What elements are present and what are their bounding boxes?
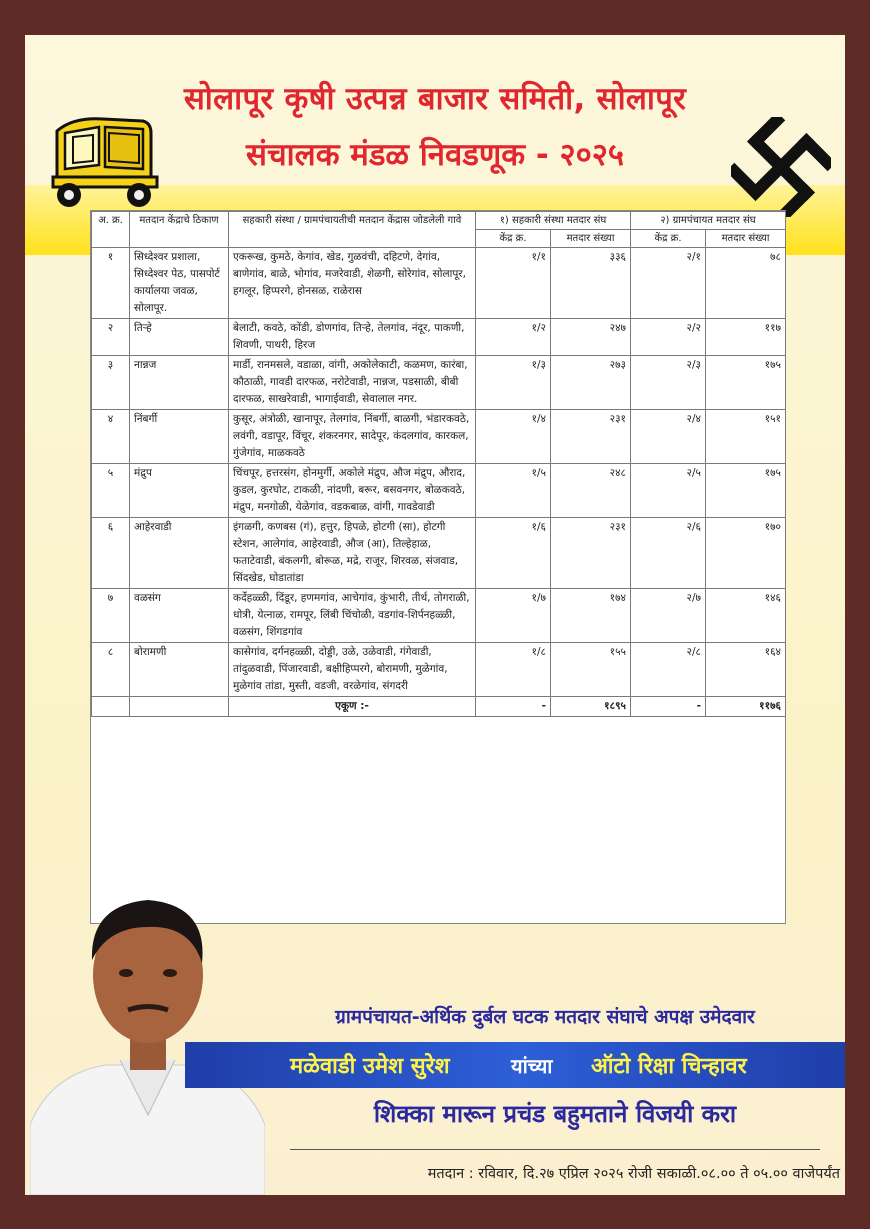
total-voter-count-2: ११७६ xyxy=(706,697,786,717)
table-row xyxy=(92,643,786,697)
header-group-2: २) ग्रामपंचायत मतदार संघ xyxy=(631,212,786,230)
header-center: मतदान केंद्राचे ठिकाण xyxy=(130,212,229,248)
cell-center-no-1: १/२ xyxy=(476,319,551,356)
voting-date-footer: मतदान : रविवार, दि.२७ एप्रिल २०२५ रोजी सकाळी.०८.०० ते ०५.०० वाजेपर्यंत xyxy=(427,1166,840,1182)
cell-voter-count-2: १७५ xyxy=(706,464,786,518)
cell-voter-count-1: २७३ xyxy=(551,356,631,410)
cell-center: निंबर्गी xyxy=(130,410,229,464)
header-center-no-2: केंद्र क्र. xyxy=(631,230,706,248)
cell-center-no-2: २/८ xyxy=(631,643,706,697)
cell-center-no-1: १/७ xyxy=(476,589,551,643)
polling-centers-table xyxy=(90,210,786,924)
total-voter-count-1: १८९५ xyxy=(551,697,631,717)
cell-voter-count-2: १६४ xyxy=(706,643,786,697)
cell-sr: ८ xyxy=(92,643,130,697)
cell-villages: चिंचपूर, हत्तरसंग, होनमुर्गी, अकोले मंद्रुप, औज मंद्रुप, औराद, कुडल, कुरघोट, टाकळी, नांदणी, बरूर, बसवनगर, बोळकवठे, मंद्रुप, मनगोळी, येळेगांव, वडकबाळ, वांगी, गावडेवाडी xyxy=(229,464,476,518)
cell-center: नान्नज xyxy=(130,356,229,410)
cell-voter-count-1: १५५ xyxy=(551,643,631,697)
cell-villages: कर्देहळ्ळी, दिंडूर, हणमगांव, आचेगांव, कुंभारी, तीर्थ, तोगराळी, धोत्री, येत्नाळ, रामपूर, लिंबी चिंचोळी, वडगांव-शिर्पनहळ्ळी, वळसंग, शिंगडगांव xyxy=(229,589,476,643)
cell-center: आहेरवाडी xyxy=(130,518,229,589)
total-blank-2 xyxy=(130,697,229,717)
appeal-line-1: ग्रामपंचायत-अर्थिक दुर्बल घटक मतदार संघाचे अपक्ष उमेदवार xyxy=(335,1006,755,1028)
cell-sr: १ xyxy=(92,248,130,319)
table-row xyxy=(92,319,786,356)
cell-villages: कासेगांव, दर्गनहळ्ळी, दोड्डी, उळे, उळेवाडी, गंगेवाडी, तांदुळवाडी, पिंजारवाडी, बक्षीहिप्परगे, बोरामणी, मुळेगांव, मुळेगांव तांडा, मुस्ती, वडजी, वरळेगांव, संगदरी xyxy=(229,643,476,697)
cell-voter-count-1: २४७ xyxy=(551,319,631,356)
cell-villages: इंगळगी, कणबस (गं), हत्तुर, हिपळे, होटगी (सा), होटगी स्टेशन, आलेगांव, आहेरवाडी, औज (आ), तिल्हेहाळ, फताटेवाडी, बंकलगी, बोरूळ, मद्रे, राजूर, शिरवळ, संजवाड, सिंदखेड, घोडातांडा xyxy=(229,518,476,589)
total-label: एकूण :- xyxy=(229,697,476,717)
cell-center-no-1: १/६ xyxy=(476,518,551,589)
header-voter-count-1: मतदार संख्या xyxy=(551,230,631,248)
cell-voter-count-1: ३३६ xyxy=(551,248,631,319)
table-row xyxy=(92,589,786,643)
cell-center: मंद्रुप xyxy=(130,464,229,518)
cell-voter-count-2: ११७ xyxy=(706,319,786,356)
cell-voter-count-1: २४८ xyxy=(551,464,631,518)
cell-center-no-2: २/४ xyxy=(631,410,706,464)
cell-villages: कुसूर, अंत्रोळी, खानापूर, तेलगांव, निंबर्गी, बाळगी, भंडारकवठे, लवंगी, वडापूर, विंचूर, शंकरनगर, सादेपूर, कंदलगांव, कारकल, गुंजेगांव, माळकवठे xyxy=(229,410,476,464)
candidate-name: मळेवाडी उमेश सुरेश xyxy=(290,1054,450,1079)
cell-center-no-2: २/५ xyxy=(631,464,706,518)
total-center-no-2: - xyxy=(631,697,706,717)
cell-sr: ४ xyxy=(92,410,130,464)
total-center-no-1: - xyxy=(476,697,551,717)
footer-divider xyxy=(290,1149,820,1150)
cell-voter-count-1: २३१ xyxy=(551,410,631,464)
cell-voter-count-1: १७४ xyxy=(551,589,631,643)
cell-villages: बेलाटी, कवठे, कोंडी, डोणगांव, तिऱ्हे, तेलगांव, नंदूर, पाकणी, शिवणी, पाथरी, हिरज xyxy=(229,319,476,356)
cell-villages: एकरूख, कुमठे, केगांव, खेड, गुळवंची, दहिटणे, देगांव, बाणेगांव, बाळे, भोगांव, मजरेवाडी, शेळगी, सोरेगांव, सोलापूर, हगलूर, हिप्परगे, होनसळ, राळेरास xyxy=(229,248,476,319)
header-center-no-1: केंद्र क्र. xyxy=(476,230,551,248)
cell-voter-count-2: ७८ xyxy=(706,248,786,319)
table-row xyxy=(92,518,786,589)
table-row xyxy=(92,410,786,464)
cell-sr: ७ xyxy=(92,589,130,643)
table-row xyxy=(92,356,786,410)
cell-sr: २ xyxy=(92,319,130,356)
cell-center-no-2: २/१ xyxy=(631,248,706,319)
cell-center-no-1: १/५ xyxy=(476,464,551,518)
title-line-2: संचालक मंडळ निवडणूक - २०२५ xyxy=(246,137,624,173)
header-sr: अ. क्र. xyxy=(92,212,130,248)
cell-voter-count-2: १४६ xyxy=(706,589,786,643)
cell-center-no-1: १/८ xyxy=(476,643,551,697)
cell-villages: मार्डी, रानमसले, वडाळा, वांगी, अकोलेकाटी, कळमण, कारंबा, कौठाळी, गावडी दारफळ, नरोटेवाडी, नान्नज, पडसाळी, बीबी दारफळ, साखरेवाडी, भागाईवाडी, सेवालाल नगर. xyxy=(229,356,476,410)
candidate-connector: यांच्या xyxy=(511,1054,553,1078)
cell-center-no-1: १/१ xyxy=(476,248,551,319)
cell-voter-count-2: १७० xyxy=(706,518,786,589)
cell-sr: ५ xyxy=(92,464,130,518)
appeal-line-3: शिक्का मारून प्रचंड बहुमताने विजयी करा xyxy=(373,1100,737,1128)
cell-center-no-1: १/४ xyxy=(476,410,551,464)
cell-sr: ३ xyxy=(92,356,130,410)
election-symbol-text: ऑटो रिक्षा चिन्हावर xyxy=(591,1054,747,1079)
candidate-photo xyxy=(30,875,265,1195)
cell-center: तिऱ्हे xyxy=(130,319,229,356)
header-villages: सहकारी संस्था / ग्रामपंचायतीची मतदान केंद्रास जोडलेली गावे xyxy=(229,212,476,248)
table-total-row xyxy=(92,697,786,717)
swastika-icon xyxy=(731,117,831,217)
header-group-1: १) सहकारी संस्था मतदार संघ xyxy=(476,212,631,230)
cell-sr: ६ xyxy=(92,518,130,589)
cell-center: वळसंग xyxy=(130,589,229,643)
poster-body xyxy=(25,35,845,1195)
table-row xyxy=(92,248,786,319)
header-voter-count-2: मतदार संख्या xyxy=(706,230,786,248)
cell-voter-count-2: १७५ xyxy=(706,356,786,410)
cell-center: बोरामणी xyxy=(130,643,229,697)
cell-center-no-2: २/३ xyxy=(631,356,706,410)
cell-center-no-2: २/७ xyxy=(631,589,706,643)
cell-voter-count-1: २३१ xyxy=(551,518,631,589)
cell-center: सिध्देश्वर प्रशाला, सिध्देश्वर पेठ, पासपोर्ट कार्यालया जवळ, सोलापूर. xyxy=(130,248,229,319)
table-row xyxy=(92,464,786,518)
cell-center-no-2: २/२ xyxy=(631,319,706,356)
total-blank-1 xyxy=(92,697,130,717)
title-line-1: सोलापूर कृषी उत्पन्न बाजार समिती, सोलापूर xyxy=(183,81,687,117)
cell-center-no-2: २/६ xyxy=(631,518,706,589)
cell-center-no-1: १/३ xyxy=(476,356,551,410)
cell-voter-count-2: १५१ xyxy=(706,410,786,464)
